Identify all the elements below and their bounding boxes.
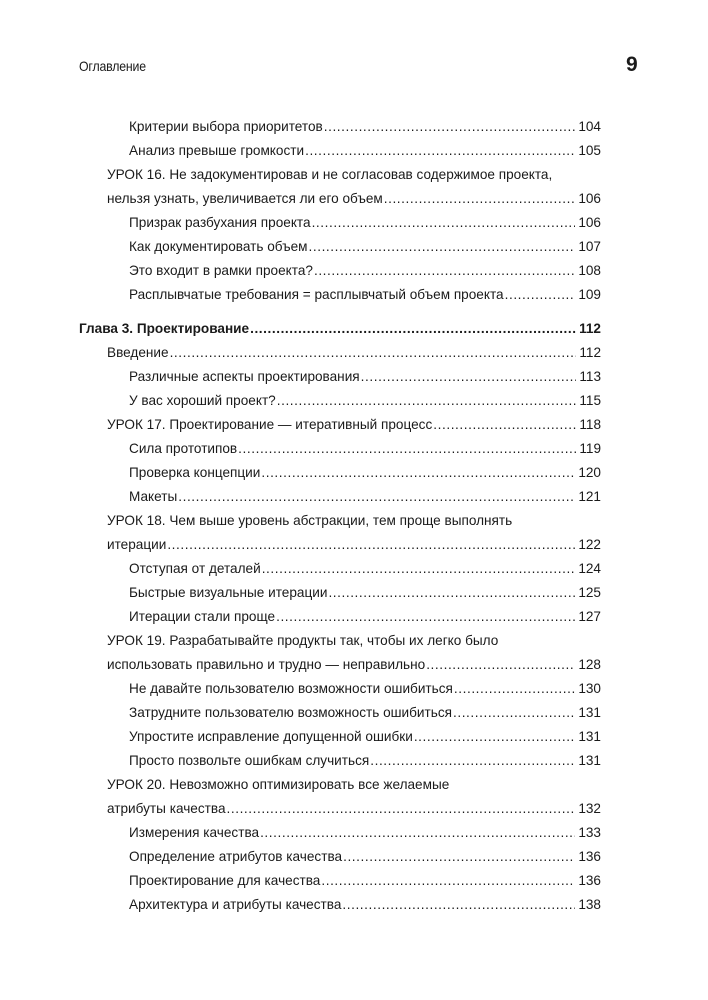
toc-entry-line: [107, 533, 601, 557]
toc-entry-title: Итерации стали проще: [129, 609, 276, 624]
toc-entry-page: 112: [579, 321, 601, 336]
toc-entry-page: 128: [578, 657, 601, 672]
toc-entry-page: 136: [578, 873, 601, 888]
dot-leader: [250, 317, 576, 341]
toc-entry-title: УРОК 17. Проектирование — итеративный процесс: [107, 417, 433, 432]
toc-subsection[interactable]: [79, 259, 601, 283]
dot-leader: [314, 259, 575, 283]
toc-subsection[interactable]: [79, 821, 601, 845]
toc-entry-title: Макеты: [129, 489, 178, 504]
toc-entry-page: 125: [578, 585, 601, 600]
toc-subsection[interactable]: [79, 893, 601, 917]
toc-entry-page: 104: [578, 119, 601, 134]
toc-section[interactable]: [79, 341, 601, 365]
toc-entry-title: УРОК 19. Разрабатывайте продукты так, чтобы их легко было: [107, 633, 499, 648]
toc-entry-line: [107, 509, 601, 533]
toc-entry-title: Призрак разбухания проекта: [129, 215, 311, 230]
dot-leader: [305, 139, 575, 163]
toc-entry-page: 130: [578, 681, 601, 696]
toc-entry-title: Быстрые визуальные итерации: [129, 585, 328, 600]
toc-subsection[interactable]: [79, 365, 601, 389]
dot-leader: [328, 581, 575, 605]
toc-entry-title: Анализ превыше громкости: [129, 143, 305, 158]
toc-section[interactable]: [79, 413, 601, 437]
dot-leader: [426, 653, 575, 677]
toc-entry-line: [129, 115, 601, 139]
page-number: 9: [626, 53, 638, 76]
toc-entry-line: [129, 259, 601, 283]
running-header-title: Оглавление: [79, 58, 146, 74]
toc-entry-page: 120: [578, 465, 601, 480]
toc-entry-page: 106: [578, 215, 601, 230]
toc-entry-title: УРОК 16. Не задокументировав и не согласовав содержимое проекта,: [107, 167, 553, 182]
toc-entry-page: 109: [578, 287, 601, 302]
toc-entry-line: [107, 163, 601, 187]
toc-entry-page: 133: [578, 825, 601, 840]
toc-subsection[interactable]: [79, 437, 601, 461]
toc-entry-line: [107, 797, 601, 821]
toc-entry-title: использовать правильно и трудно — неправильно: [107, 657, 426, 672]
dot-leader: [167, 533, 575, 557]
toc-section[interactable]: [79, 509, 601, 557]
toc-entry-title: УРОК 20. Невозможно оптимизировать все желаемые: [107, 777, 450, 792]
toc-entry-title: Затрудните пользователю возможность ошибиться: [129, 705, 452, 720]
toc-entry-title: Различные аспекты проектирования: [129, 369, 360, 384]
toc-entry-page: 118: [579, 417, 601, 432]
dot-leader: [321, 869, 575, 893]
toc-entry-line: [129, 701, 601, 725]
toc-entry-page: 106: [578, 191, 601, 206]
toc-entry-line: [107, 187, 601, 211]
toc-entry-page: 138: [578, 897, 601, 912]
toc-section[interactable]: [79, 773, 601, 821]
toc-entry-title: Это входит в рамки проекта?: [129, 263, 313, 278]
toc-subsection[interactable]: [79, 749, 601, 773]
toc-entry-line: [129, 235, 601, 259]
toc-entry-page: 124: [578, 561, 601, 576]
dot-leader: [178, 485, 575, 509]
toc-entry-title: Определение атрибутов качества: [129, 849, 343, 864]
toc-subsection[interactable]: [79, 845, 601, 869]
toc-entry-title: Расплывчатые требования = расплывчатый объем проекта: [129, 287, 504, 302]
toc-entry-page: 113: [579, 369, 601, 384]
toc-entry-page: 127: [578, 609, 601, 624]
toc-entry-title: УРОК 18. Чем выше уровень абстракции, тем проще выполнять: [107, 513, 513, 528]
toc-entry-line: [129, 821, 601, 845]
dot-leader: [262, 557, 576, 581]
toc-entry-line: [129, 677, 601, 701]
toc-chapter[interactable]: [79, 317, 601, 341]
toc-entry-page: 108: [578, 263, 601, 278]
toc-section[interactable]: [79, 629, 601, 677]
dot-leader: [453, 701, 575, 725]
toc-entry-title: Упростите исправление допущенной ошибки: [129, 729, 413, 744]
dot-leader: [238, 437, 576, 461]
toc-entry-title: Архитектура и атрибуты качества: [129, 897, 342, 912]
toc-entry-title: нельзя узнать, увеличивается ли его объем: [107, 191, 383, 206]
toc-subsection[interactable]: [79, 581, 601, 605]
dot-leader: [342, 893, 575, 917]
toc-subsection[interactable]: [79, 701, 601, 725]
table-of-contents: [79, 115, 601, 917]
toc-entry-line: [107, 413, 601, 437]
toc-entry-line: [129, 869, 601, 893]
toc-entry-title: У вас хороший проект?: [129, 393, 276, 408]
dot-leader: [260, 821, 575, 845]
dot-leader: [312, 211, 576, 235]
toc-entry-line: [129, 893, 601, 917]
dot-leader: [384, 187, 576, 211]
toc-entry-title: Как документировать объем: [129, 239, 308, 254]
toc-entry-line: [129, 437, 601, 461]
toc-subsection[interactable]: [79, 725, 601, 749]
toc-entry-page: 105: [578, 143, 601, 158]
toc-entry-page: 131: [578, 753, 601, 768]
dot-leader: [261, 461, 575, 485]
toc-entry-title: Критерии выбора приоритетов: [129, 119, 323, 134]
dot-leader: [361, 365, 577, 389]
toc-entry-line: [129, 389, 601, 413]
dot-leader: [170, 341, 577, 365]
dot-leader: [309, 235, 576, 259]
toc-entry-page: 122: [578, 537, 601, 552]
toc-subsection[interactable]: [79, 211, 601, 235]
toc-subsection[interactable]: [79, 485, 601, 509]
toc-entry-title: Не давайте пользователю возможности ошибиться: [129, 681, 453, 696]
toc-subsection[interactable]: [79, 139, 601, 163]
dot-leader: [343, 845, 575, 869]
dot-leader: [505, 283, 576, 307]
toc-entry-title: Введение: [107, 345, 169, 360]
toc-subsection[interactable]: [79, 115, 601, 139]
dot-leader: [277, 389, 577, 413]
toc-section[interactable]: [79, 163, 601, 211]
toc-entry-page: 132: [578, 801, 601, 816]
toc-entry-title: итерации: [107, 537, 167, 552]
toc-entry-line: [107, 341, 601, 365]
dot-leader: [370, 749, 575, 773]
toc-entry-title: Отступая от деталей: [129, 561, 261, 576]
toc-entry-page: 136: [578, 849, 601, 864]
toc-subsection[interactable]: [79, 235, 601, 259]
toc-subsection[interactable]: [79, 869, 601, 893]
toc-subsection[interactable]: [79, 389, 601, 413]
toc-entry-title: Сила прототипов: [129, 441, 238, 456]
toc-entry-line: [129, 211, 601, 235]
toc-entry-line: [129, 557, 601, 581]
dot-leader: [324, 115, 576, 139]
toc-entry-line: [107, 773, 601, 797]
toc-entry-title: Глава 3. Проектирование: [79, 321, 250, 336]
toc-entry-page: 115: [579, 393, 601, 408]
toc-entry-line: [79, 317, 601, 341]
toc-subsection[interactable]: [79, 677, 601, 701]
toc-subsection[interactable]: [79, 283, 601, 307]
toc-entry-line: [129, 725, 601, 749]
toc-entry-line: [129, 749, 601, 773]
toc-entry-page: 112: [579, 345, 601, 360]
toc-subsection[interactable]: [79, 461, 601, 485]
toc-entry-page: 119: [579, 441, 601, 456]
dot-leader: [433, 413, 576, 437]
toc-subsection[interactable]: [79, 605, 601, 629]
toc-entry-line: [129, 845, 601, 869]
toc-entry-page: 131: [578, 729, 601, 744]
toc-entry-title: Проверка концепции: [129, 465, 261, 480]
toc-entry-line: [129, 605, 601, 629]
toc-entry-line: [129, 365, 601, 389]
dot-leader: [454, 677, 575, 701]
toc-entry-page: 107: [578, 239, 601, 254]
toc-entry-line: [129, 461, 601, 485]
toc-entry-page: 121: [578, 489, 601, 504]
toc-subsection[interactable]: [79, 557, 601, 581]
toc-entry-line: [129, 139, 601, 163]
toc-entry-title: атрибуты качества: [107, 801, 226, 816]
dot-leader: [227, 797, 576, 821]
toc-entry-title: Проектирование для качества: [129, 873, 321, 888]
toc-entry-line: [107, 653, 601, 677]
toc-entry-page: 131: [578, 705, 601, 720]
toc-entry-line: [129, 581, 601, 605]
toc-entry-line: [129, 485, 601, 509]
toc-entry-title: Просто позвольте ошибкам случиться: [129, 753, 370, 768]
toc-entry-title: Измерения качества: [129, 825, 260, 840]
toc-entry-line: [107, 629, 601, 653]
dot-leader: [414, 725, 575, 749]
toc-entry-line: [129, 283, 601, 307]
dot-leader: [276, 605, 575, 629]
